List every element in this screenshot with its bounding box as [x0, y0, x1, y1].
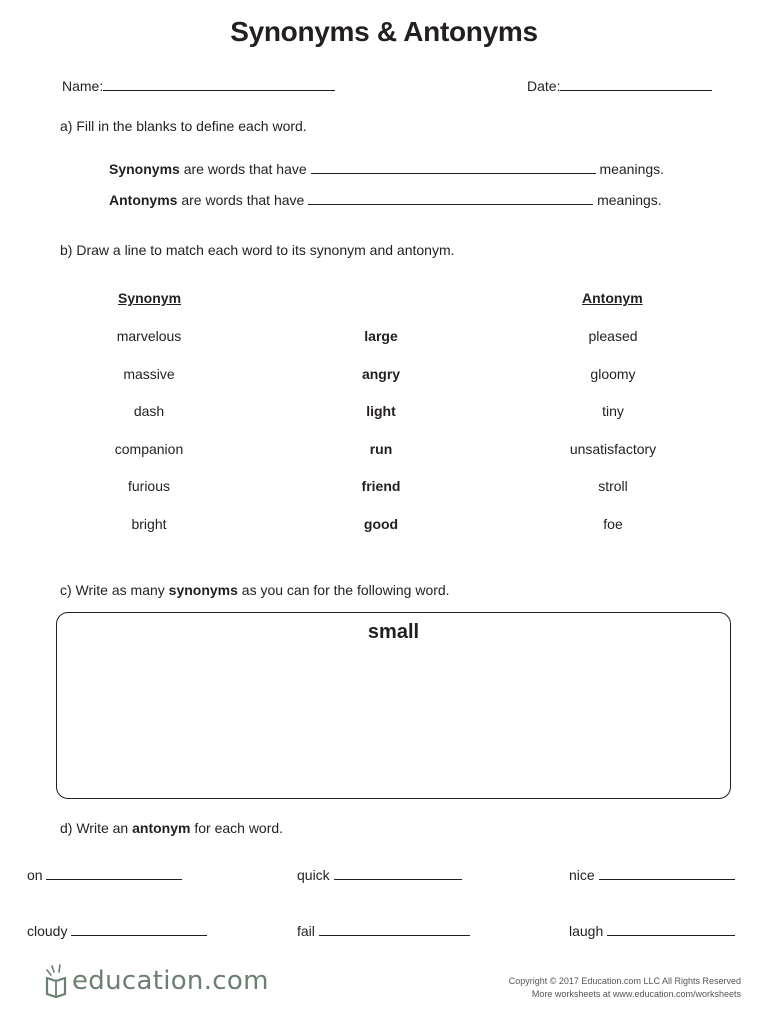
antonym-word[interactable]: tiny	[602, 403, 624, 419]
part-d-instruction	[60, 820, 283, 836]
prompt-word: cloudy	[27, 923, 68, 939]
definition-text: are words that have	[177, 192, 305, 208]
prompt-word: small	[367, 621, 420, 643]
worksheet-title: Synonyms & Antonyms	[230, 16, 538, 47]
date-blank[interactable]	[560, 79, 712, 91]
antonym-prompt	[27, 867, 182, 883]
synonyms-answer-box[interactable]	[56, 612, 731, 799]
antonym-word[interactable]: pleased	[588, 328, 638, 344]
synonyms-blank[interactable]	[311, 162, 596, 174]
target-word[interactable]: angry	[361, 365, 401, 382]
prompt-word: nice	[569, 867, 595, 883]
name-blank[interactable]	[103, 79, 335, 91]
prompt-word: quick	[297, 867, 330, 883]
copyright-line: Copyright © 2017 Education.com LLC All Rights Reserved	[508, 976, 741, 986]
synonym-word[interactable]: furious	[127, 478, 171, 494]
antonym-prompt	[297, 923, 470, 939]
name-field[interactable]	[62, 78, 335, 94]
answer-blank[interactable]	[607, 924, 735, 936]
target-word[interactable]: friend	[361, 478, 401, 494]
synonym-column-header: Synonym	[118, 290, 182, 306]
definition-term: Antonyms	[109, 192, 178, 208]
education-logo[interactable]	[44, 964, 269, 998]
book-icon	[44, 964, 68, 998]
target-word[interactable]: good	[363, 515, 399, 532]
antonyms-blank[interactable]	[308, 193, 593, 205]
antonym-word[interactable]: foe	[603, 515, 623, 532]
definition-end: meanings.	[595, 161, 665, 177]
synonym-word[interactable]: massive	[123, 365, 175, 382]
synonym-word[interactable]: bright	[131, 515, 167, 532]
target-word[interactable]: large	[364, 328, 398, 344]
answer-blank[interactable]	[599, 868, 735, 880]
target-word[interactable]: light	[366, 403, 396, 419]
instruction-text: for each word.	[190, 820, 284, 836]
target-word-column	[301, 327, 461, 552]
antonym-prompt	[569, 923, 735, 939]
prompt-word: laugh	[569, 923, 604, 939]
logo-text: education.com	[72, 966, 269, 996]
date-label: Date:	[527, 78, 561, 94]
instruction-bold: antonym	[132, 820, 191, 836]
part-b-instruction: b) Draw a line to match each word to its synonym and antonym.	[60, 242, 455, 258]
part-c-instruction	[60, 582, 450, 598]
definition-text: are words that have	[179, 161, 307, 177]
synonyms-definition	[109, 161, 664, 177]
synonym-word[interactable]: dash	[133, 403, 165, 419]
instruction-text: d) Write an	[60, 820, 133, 836]
part-a-instruction: a) Fill in the blanks to define each word.	[60, 118, 307, 134]
prompt-word: on	[27, 867, 43, 883]
antonym-prompt	[569, 867, 735, 883]
antonyms-definition	[109, 192, 662, 208]
antonym-column	[533, 327, 693, 552]
definition-end: meanings.	[593, 192, 662, 208]
antonym-word[interactable]: unsatisfactory	[569, 440, 657, 457]
answer-blank[interactable]	[319, 924, 470, 936]
antonym-prompt	[297, 867, 462, 883]
definition-term: Synonyms	[109, 161, 180, 177]
instruction-text: as you can for the following word.	[237, 582, 450, 598]
more-worksheets-link[interactable]: More worksheets at www.education.com/worksheets	[531, 989, 741, 999]
antonym-column-header: Antonym	[582, 290, 643, 306]
instruction-bold: synonyms	[168, 582, 238, 598]
name-label: Name:	[62, 78, 104, 94]
antonym-prompt	[27, 923, 207, 939]
prompt-word: fail	[297, 923, 315, 939]
antonym-word[interactable]: gloomy	[590, 365, 636, 382]
target-word[interactable]: run	[369, 440, 393, 457]
answer-blank[interactable]	[71, 924, 207, 936]
antonym-word[interactable]: stroll	[598, 478, 628, 494]
answer-blank[interactable]	[334, 868, 462, 880]
synonym-word[interactable]: marvelous	[116, 328, 182, 344]
instruction-text: c) Write as many	[60, 582, 169, 598]
answer-blank[interactable]	[46, 868, 182, 880]
date-field[interactable]	[527, 78, 712, 94]
synonym-column	[69, 327, 229, 552]
copyright-notice	[509, 975, 741, 1001]
synonym-word[interactable]: companion	[114, 440, 184, 457]
